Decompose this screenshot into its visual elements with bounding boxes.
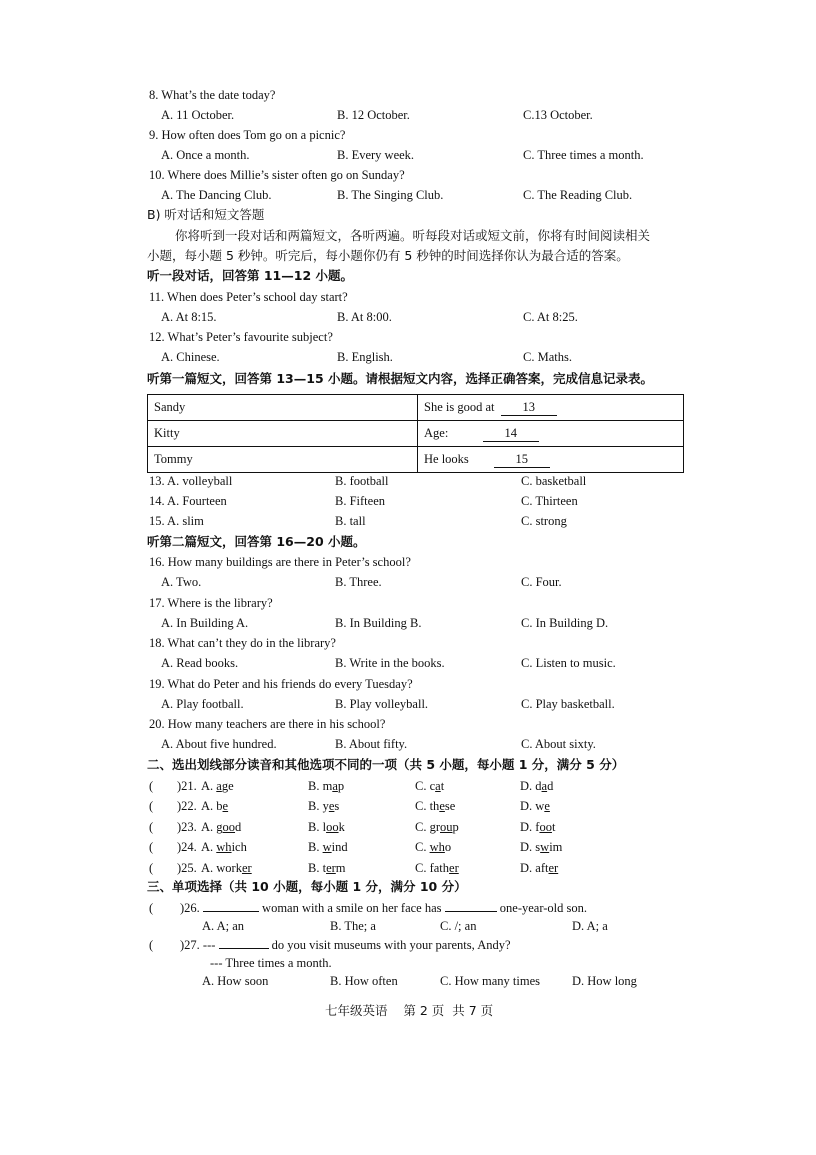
q16-option-c: C. Four. (521, 575, 562, 589)
q26-option-d: D. A; a (572, 919, 608, 933)
q27-paren: ( (149, 938, 154, 952)
table-info-cell (418, 447, 684, 473)
word-part: B. y (308, 799, 329, 813)
word-part: se (444, 799, 456, 813)
q26-blank-2[interactable] (445, 900, 497, 912)
word-part: t (551, 820, 556, 834)
q12-option-b: B. English. (337, 350, 393, 364)
underlined-letters: er (548, 861, 559, 875)
q19-option-c: C. Play basketball. (521, 697, 615, 711)
question-9-stem: 9. How often does Tom go on a picnic? (149, 128, 346, 142)
q18-option-c: C. Listen to music. (521, 656, 616, 670)
phonics-question-number: )23. (177, 820, 197, 834)
q13-option-c: C. basketball (521, 474, 587, 488)
q19-option-b: B. Play volleyball. (335, 697, 429, 711)
q8-option-a: A. 11 October. (161, 108, 235, 122)
word-part: A. (201, 779, 217, 793)
phonics-question-number: )24. (177, 840, 197, 854)
q16-option-b: B. Three. (335, 575, 382, 589)
part-2-heading: 二、选出划线部分读音和其他选项不同的一项（共 5 小题，每小题 1 分，满分 5 分） (147, 757, 625, 772)
underlined-letters: er (241, 861, 252, 875)
q11-option-a: A. At 8:15. (161, 310, 217, 324)
table-row (148, 447, 684, 473)
word-part: D. aft (520, 861, 549, 875)
phonics-option-b (308, 839, 348, 855)
q16-option-a: A. Two. (161, 575, 202, 589)
word-part: A. work (201, 861, 242, 875)
underlined-letters: er (449, 861, 459, 875)
word-part: ich (231, 840, 247, 854)
word-part: d (235, 820, 242, 834)
underlined-letters: a (216, 779, 222, 793)
q26-option-b: B. The; a (330, 919, 376, 933)
question-26-line (180, 900, 587, 916)
phonics-option-c (415, 798, 455, 814)
underlined-letters: wh (216, 840, 232, 854)
word-part: C. gr (415, 820, 440, 834)
q26-option-c: C. /; an (440, 919, 477, 933)
q13-option-a: 13. A. volleyball (149, 474, 233, 488)
answer-blank-15: 15 (494, 452, 550, 468)
word-part: k (338, 820, 345, 834)
question-20-stem: 20. How many teachers are there in his school? (149, 717, 386, 731)
word-part: D. f (520, 820, 540, 834)
q17-option-b: B. In Building B. (335, 616, 422, 630)
underlined-letters: a (435, 779, 441, 793)
underlined-letters: e (544, 799, 550, 813)
q12-option-c: C. Maths. (523, 350, 572, 364)
q11-option-b: B. At 8:00. (337, 310, 392, 324)
phonics-option-d (520, 839, 562, 855)
passage-1-heading: 听第一篇短文，回答第 13—15 小题。请根据短文内容，选择正确答案，完成信息记录表。 (147, 371, 653, 386)
phonics-option-a (201, 798, 228, 814)
underlined-letters: a (541, 779, 548, 793)
phonics-option-c (415, 819, 459, 835)
phonics-paren: ( (149, 861, 154, 875)
question-18-stem: 18. What can’t they do in the library? (149, 636, 336, 650)
q9-option-b: B. Every week. (337, 148, 415, 162)
page-footer: 七年级英语 第 2 页 共 7 页 (325, 1003, 494, 1018)
word-part: p (452, 820, 459, 834)
question-17-stem: 17. Where is the library? (149, 596, 273, 610)
underlined-letters: e (439, 799, 445, 813)
q8-option-b: B. 12 October. (337, 108, 410, 122)
table-name-cell: Tommy (148, 447, 418, 473)
q26-stem-part-2: one-year-old son. (499, 901, 587, 915)
phonics-option-a (201, 778, 234, 794)
word-part: C. (415, 840, 430, 854)
q17-option-c: C. In Building D. (521, 616, 609, 630)
q14-option-b: B. Fifteen (335, 494, 385, 508)
q14-option-a: 14. A. Fourteen (149, 494, 227, 508)
phonics-option-b (308, 819, 345, 835)
section-b-title: B) 听对话和短文答题 (147, 207, 265, 222)
phonics-option-a (201, 860, 252, 876)
q9-option-c: C. Three times a month. (523, 148, 644, 162)
phonics-option-b (308, 778, 344, 794)
word-part: A. g (201, 820, 223, 834)
word-part: D. s (520, 840, 541, 854)
word-part: D. w (520, 799, 545, 813)
word-part: B. m (308, 779, 333, 793)
underlined-letters: er (326, 861, 336, 875)
q11-option-c: C. At 8:25. (523, 310, 578, 324)
underlined-letters: oo (326, 820, 339, 834)
word-part: m (335, 861, 346, 875)
q26-blank-1[interactable] (203, 900, 259, 912)
word-part: A. (201, 840, 217, 854)
q18-option-a: A. Read books. (161, 656, 239, 670)
word-part: o (444, 840, 452, 854)
q27-number: )27. --- (180, 938, 216, 952)
phonics-paren: ( (149, 840, 154, 854)
phonics-option-d (520, 798, 550, 814)
phonics-question-number: )22. (177, 799, 197, 813)
question-8-stem: 8. What’s the date today? (149, 88, 276, 102)
q12-option-a: A. Chinese. (161, 350, 220, 364)
word-part: ind (331, 840, 348, 854)
q27-stem: do you visit museums with your parents, Andy? (271, 938, 511, 952)
table-row (148, 395, 684, 421)
word-part: ge (221, 779, 234, 793)
q15-option-a: 15. A. slim (149, 514, 204, 528)
q15-option-c: C. strong (521, 514, 567, 528)
phonics-option-a (201, 819, 241, 835)
word-part: D. d (520, 779, 542, 793)
underlined-letters: oo (539, 820, 552, 834)
phonics-option-a (201, 839, 247, 855)
table-label: He looks (424, 451, 469, 466)
info-record-table (147, 394, 684, 473)
word-part: C. th (415, 799, 440, 813)
dialog-heading: 听一段对话，回答第 11—12 小题。 (147, 268, 353, 283)
q20-option-a: A. About five hundred. (161, 737, 277, 751)
q26-number: )26. (180, 901, 200, 915)
word-part: s (334, 799, 340, 813)
q10-option-c: C. The Reading Club. (523, 188, 633, 202)
phonics-paren: ( (149, 820, 154, 834)
phonics-option-b (308, 860, 346, 876)
passage-2-heading: 听第二篇短文，回答第 16—20 小题。 (147, 534, 366, 549)
part-3-heading: 三、单项选择（共 10 小题，每小题 1 分，满分 10 分） (147, 879, 467, 894)
phonics-option-d (520, 778, 553, 794)
q27-option-b: B. How often (330, 974, 398, 988)
word-part: C. c (415, 779, 436, 793)
q15-option-b: B. tall (335, 514, 366, 528)
phonics-paren: ( (149, 799, 154, 813)
word-part: t (440, 779, 445, 793)
word-part: im (549, 840, 563, 854)
word-part: B. (308, 840, 323, 854)
phonics-option-b (308, 798, 339, 814)
q18-option-b: B. Write in the books. (335, 656, 445, 670)
q27-option-d: D. How long (572, 974, 637, 988)
q9-option-a: A. Once a month. (161, 148, 250, 162)
table-label: Age: (424, 425, 449, 440)
question-16-stem: 16. How many buildings are there in Peter’s school? (149, 555, 411, 569)
phonics-option-c (415, 860, 459, 876)
underlined-letters: oo (222, 820, 236, 834)
underlined-letters: w (322, 840, 332, 854)
q27-blank[interactable] (219, 937, 269, 949)
table-name-cell: Kitty (148, 421, 418, 447)
q8-option-c: C.13 October. (523, 108, 593, 122)
q26-stem-part-1: woman with a smile on her face has (262, 901, 442, 915)
q20-option-c: C. About sixty. (521, 737, 596, 751)
table-info-cell (418, 395, 684, 421)
q27-option-c: C. How many times (440, 974, 540, 988)
phonics-option-c (415, 778, 444, 794)
q10-option-a: A. The Dancing Club. (161, 188, 272, 202)
answer-blank-14: 14 (483, 426, 539, 442)
q27-option-a: A. How soon (202, 974, 269, 988)
question-27-line (180, 937, 511, 953)
word-part: C. fath (415, 861, 450, 875)
table-row (148, 421, 684, 447)
phonics-option-c (415, 839, 451, 855)
q10-option-b: B. The Singing Club. (337, 188, 444, 202)
section-b-instruction-2: 小题，每小题 5 秒钟。听完后，每小题你仍有 5 秒钟的时间选择你认为最合适的答案。 (147, 248, 629, 263)
word-part: p (337, 779, 345, 793)
underlined-letters: ou (440, 820, 453, 834)
phonics-option-d (520, 860, 558, 876)
underlined-letters: e (328, 799, 335, 813)
question-10-stem: 10. Where does Millie’s sister often go on Sunday? (149, 168, 405, 182)
word-part: A. b (201, 799, 223, 813)
phonics-paren: ( (149, 779, 154, 793)
q19-option-a: A. Play football. (161, 697, 244, 711)
q14-option-c: C. Thirteen (521, 494, 578, 508)
q26-option-a: A. A; an (202, 919, 245, 933)
underlined-letters: w (540, 840, 550, 854)
question-19-stem: 19. What do Peter and his friends do every Tuesday? (149, 677, 413, 691)
table-info-cell (418, 421, 684, 447)
table-label: She is good at (424, 399, 495, 414)
section-b-instruction-1: 你将听到一段对话和两篇短文，各听两遍。听每段对话或短文前，你将有时间阅读相关 (175, 228, 651, 243)
question-11-stem: 11. When does Peter’s school day start? (149, 290, 348, 304)
word-part: B. t (308, 861, 327, 875)
word-part: d (547, 779, 554, 793)
q13-option-b: B. football (335, 474, 389, 488)
word-part: B. l (308, 820, 327, 834)
underlined-letters: a (332, 779, 338, 793)
table-name-cell: Sandy (148, 395, 418, 421)
phonics-option-d (520, 819, 555, 835)
underlined-letters: e (222, 799, 229, 813)
q17-option-a: A. In Building A. (161, 616, 249, 630)
question-12-stem: 12. What’s Peter’s favourite subject? (149, 330, 333, 344)
q27-reply: --- Three times a month. (210, 956, 332, 970)
q26-paren: ( (149, 901, 154, 915)
phonics-question-number: )21. (177, 779, 197, 793)
q20-option-b: B. About fifty. (335, 737, 408, 751)
underlined-letters: wh (429, 840, 445, 854)
phonics-question-number: )25. (177, 861, 197, 875)
answer-blank-13: 13 (501, 400, 557, 416)
